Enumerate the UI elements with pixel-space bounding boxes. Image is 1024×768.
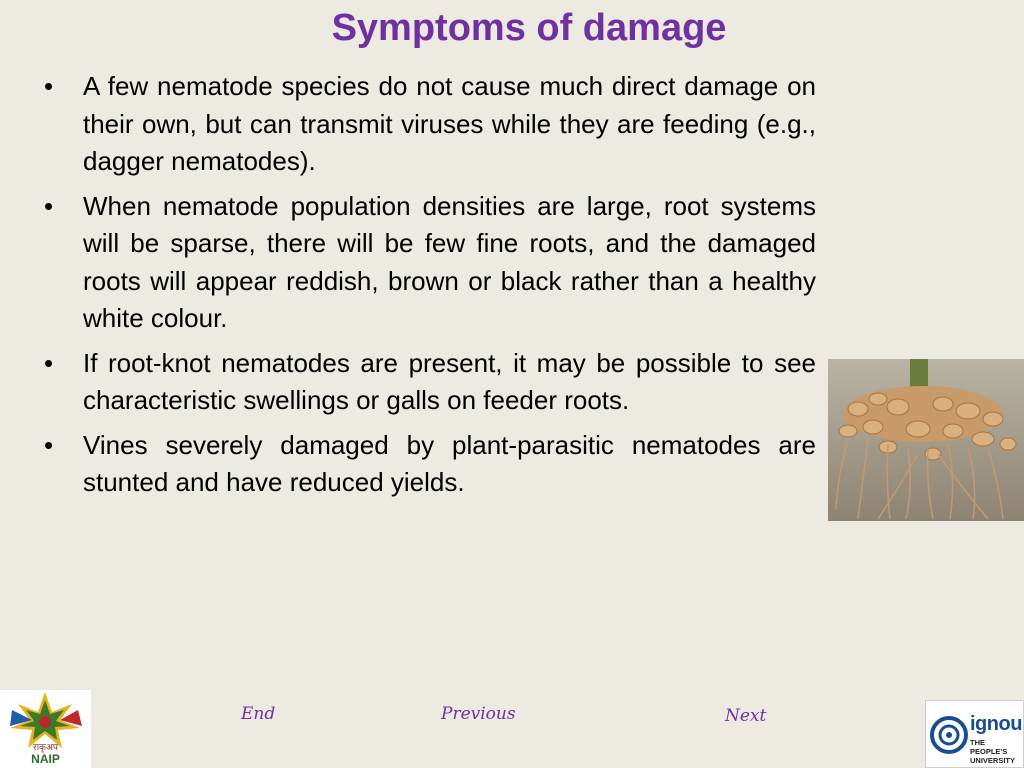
bullet-list [44, 68, 816, 509]
ignou-logo [925, 700, 1024, 768]
nematode-root-galls-photo [828, 359, 1024, 521]
next-link[interactable]: Next [725, 706, 767, 726]
ignou-tagline-line-2: UNIVERSITY [970, 756, 1016, 765]
bullet-text: When nematode population densities are large, root systems will be sparse, there will be few fine roots, and the damaged roots will appear reddish, brown or black rather than a healthy white colour. [83, 190, 816, 333]
naip-logo-text: NAIP [31, 752, 60, 766]
bullet-text: If root-knot nematodes are present, it may be possible to see characteristic swellings or galls on feeder roots. [83, 347, 816, 415]
bullet-glyph: • [44, 71, 54, 101]
naip-hindi-text: राकृअप [33, 742, 58, 752]
bullet-glyph: • [44, 429, 54, 460]
slide-title: Symptoms of damage [331, 7, 727, 49]
bullet-item [44, 68, 816, 181]
bullet-item [44, 188, 816, 338]
bullet-glyph: • [44, 190, 54, 221]
previous-link[interactable]: Previous [441, 704, 516, 724]
root-galls-illustration [828, 359, 1024, 521]
end-link[interactable]: End [241, 704, 276, 724]
bullet-glyph: • [44, 347, 54, 378]
ignou-logo-text: ignou [970, 713, 1022, 735]
bullet-item [44, 345, 816, 420]
naip-logo [0, 690, 91, 768]
ignou-tagline-line-1: THE PEOPLE'S [970, 738, 1008, 756]
bullet-text: A few nematode species do not cause much direct damage on their own, but can transmit viruses while they are feeding (e.g., dagger nematodes). [83, 71, 816, 176]
ignou-tagline [970, 738, 1023, 765]
bullet-item [44, 427, 816, 502]
ignou-emblem-icon [929, 715, 969, 755]
bullet-text: Vines severely damaged by plant-parasitic nematodes are stunted and have reduced yields. [83, 429, 816, 497]
